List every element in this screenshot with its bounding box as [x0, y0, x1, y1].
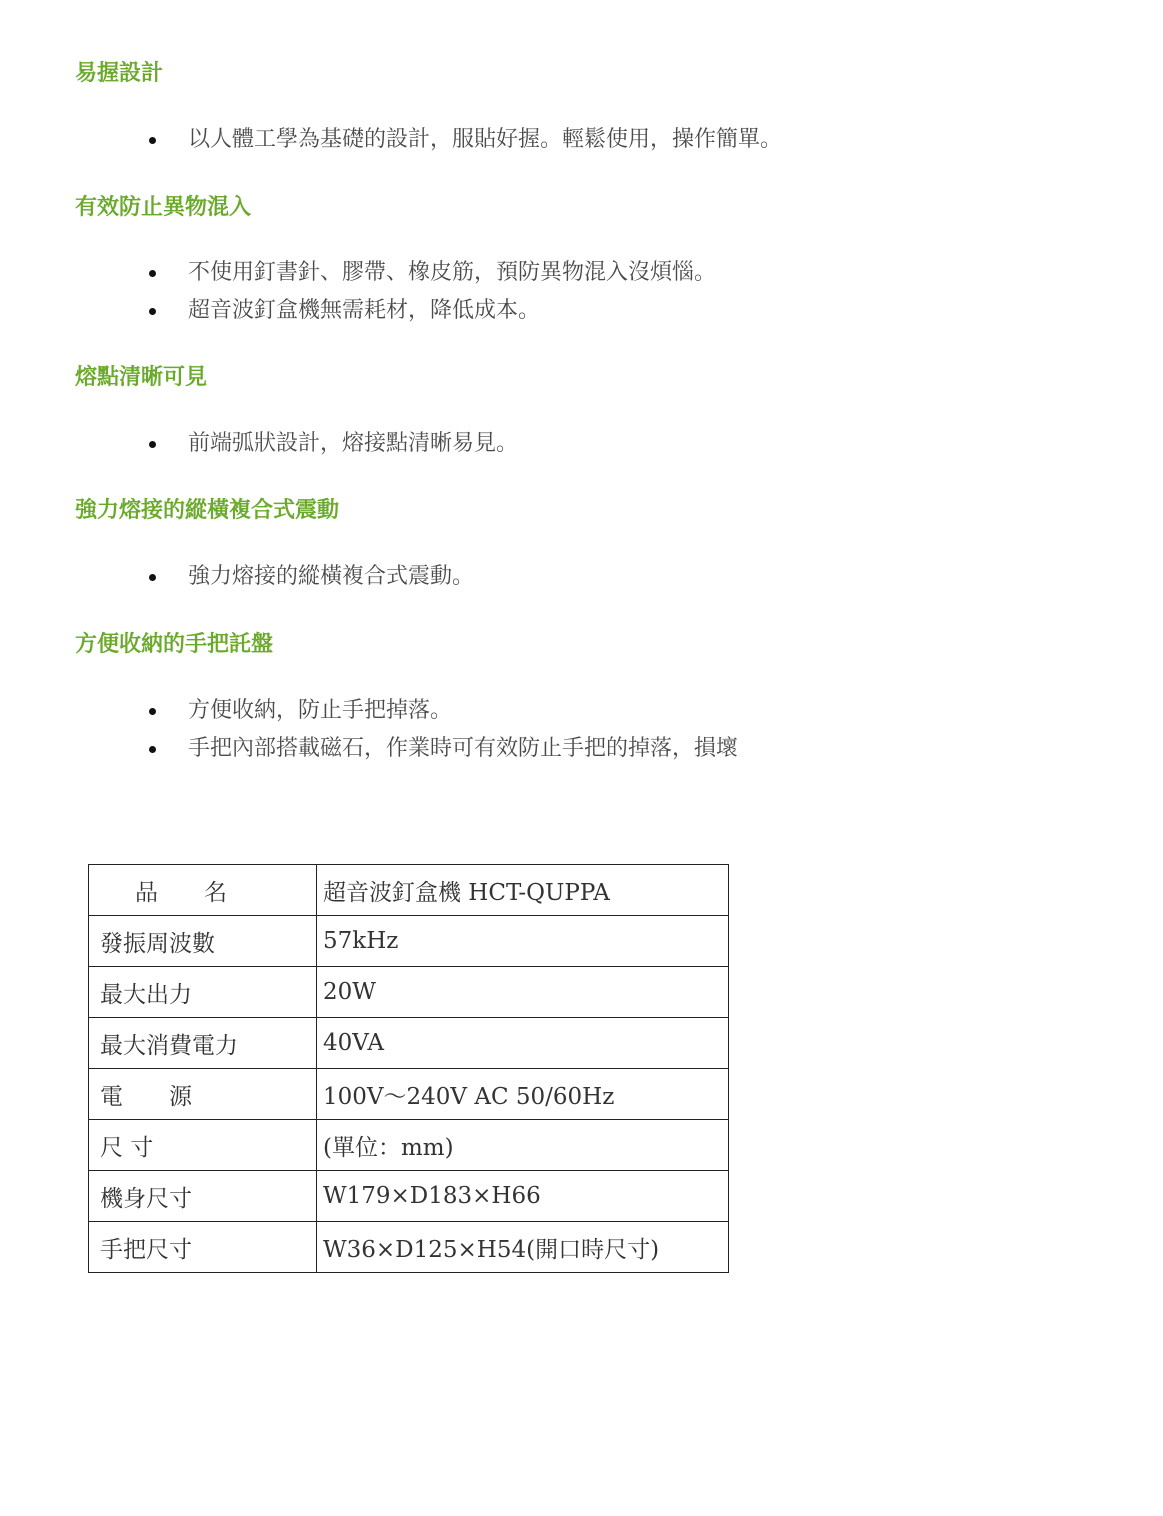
- spec-label: 品 名: [89, 865, 317, 916]
- section-heading: 強力熔接的縱橫複合式震動: [75, 498, 340, 523]
- bullet-text: 強力熔接的縱橫複合式震動。: [188, 564, 475, 589]
- spec-label: 電 源: [89, 1069, 317, 1120]
- table-row: [89, 1120, 729, 1171]
- spec-label: 發振周波數: [89, 916, 317, 967]
- bullet-icon: [149, 574, 156, 581]
- bullet-icon: [149, 270, 156, 277]
- bullet-icon: [149, 441, 156, 448]
- bullet-text: 以人體工學為基礎的設計，服貼好握。輕鬆使用，操作簡單。: [188, 127, 783, 152]
- bullet-text: 手把內部搭載磁石，作業時可有效防止手把的掉落，損壞: [188, 736, 739, 761]
- spec-label: 機身尺寸: [89, 1171, 317, 1222]
- table-row: [89, 1069, 729, 1120]
- bullet-text: 不使用釘書針、膠帶、橡皮筋，預防異物混入沒煩惱。: [188, 260, 717, 285]
- spec-label: 最大出力: [89, 967, 317, 1018]
- bullet-icon: [149, 746, 156, 753]
- bullet-text: 超音波釘盒機無需耗材，降低成本。: [188, 298, 541, 323]
- table-row: [89, 1171, 729, 1222]
- spec-value: W36×D125×H54(開口時尺寸): [317, 1222, 729, 1273]
- bullet-icon: [149, 137, 156, 144]
- table-row: [89, 1018, 729, 1069]
- bullet-text: 方便收納，防止手把掉落。: [188, 698, 453, 723]
- spec-value: (單位：mm): [317, 1120, 729, 1171]
- section-heading: 有效防止異物混入: [75, 195, 252, 220]
- spec-value: 超音波釘盒機 HCT-QUPPA: [317, 865, 729, 916]
- table-row: [89, 916, 729, 967]
- table-row: [89, 865, 729, 916]
- spec-value: 20W: [317, 967, 729, 1018]
- spec-label: 尺 寸: [89, 1120, 317, 1171]
- table-row: [89, 967, 729, 1018]
- bullet-icon: [149, 308, 156, 315]
- spec-value: 100V～240V AC 50/60Hz: [317, 1069, 729, 1120]
- spec-label: 手把尺寸: [89, 1222, 317, 1273]
- section-heading: 方便收納的手把託盤: [75, 632, 274, 657]
- section-heading: 易握設計: [75, 61, 164, 86]
- spec-label: 最大消費電力: [89, 1018, 317, 1069]
- spec-value: 40VA: [317, 1018, 729, 1069]
- spec-value: W179×D183×H66: [317, 1171, 729, 1222]
- section-heading: 熔點清晰可見: [75, 365, 208, 390]
- spec-value: 57kHz: [317, 916, 729, 967]
- bullet-icon: [149, 708, 156, 715]
- bullet-text: 前端弧狀設計，熔接點清晰易見。: [188, 431, 519, 456]
- spec-table: [88, 864, 729, 1273]
- table-row: [89, 1222, 729, 1273]
